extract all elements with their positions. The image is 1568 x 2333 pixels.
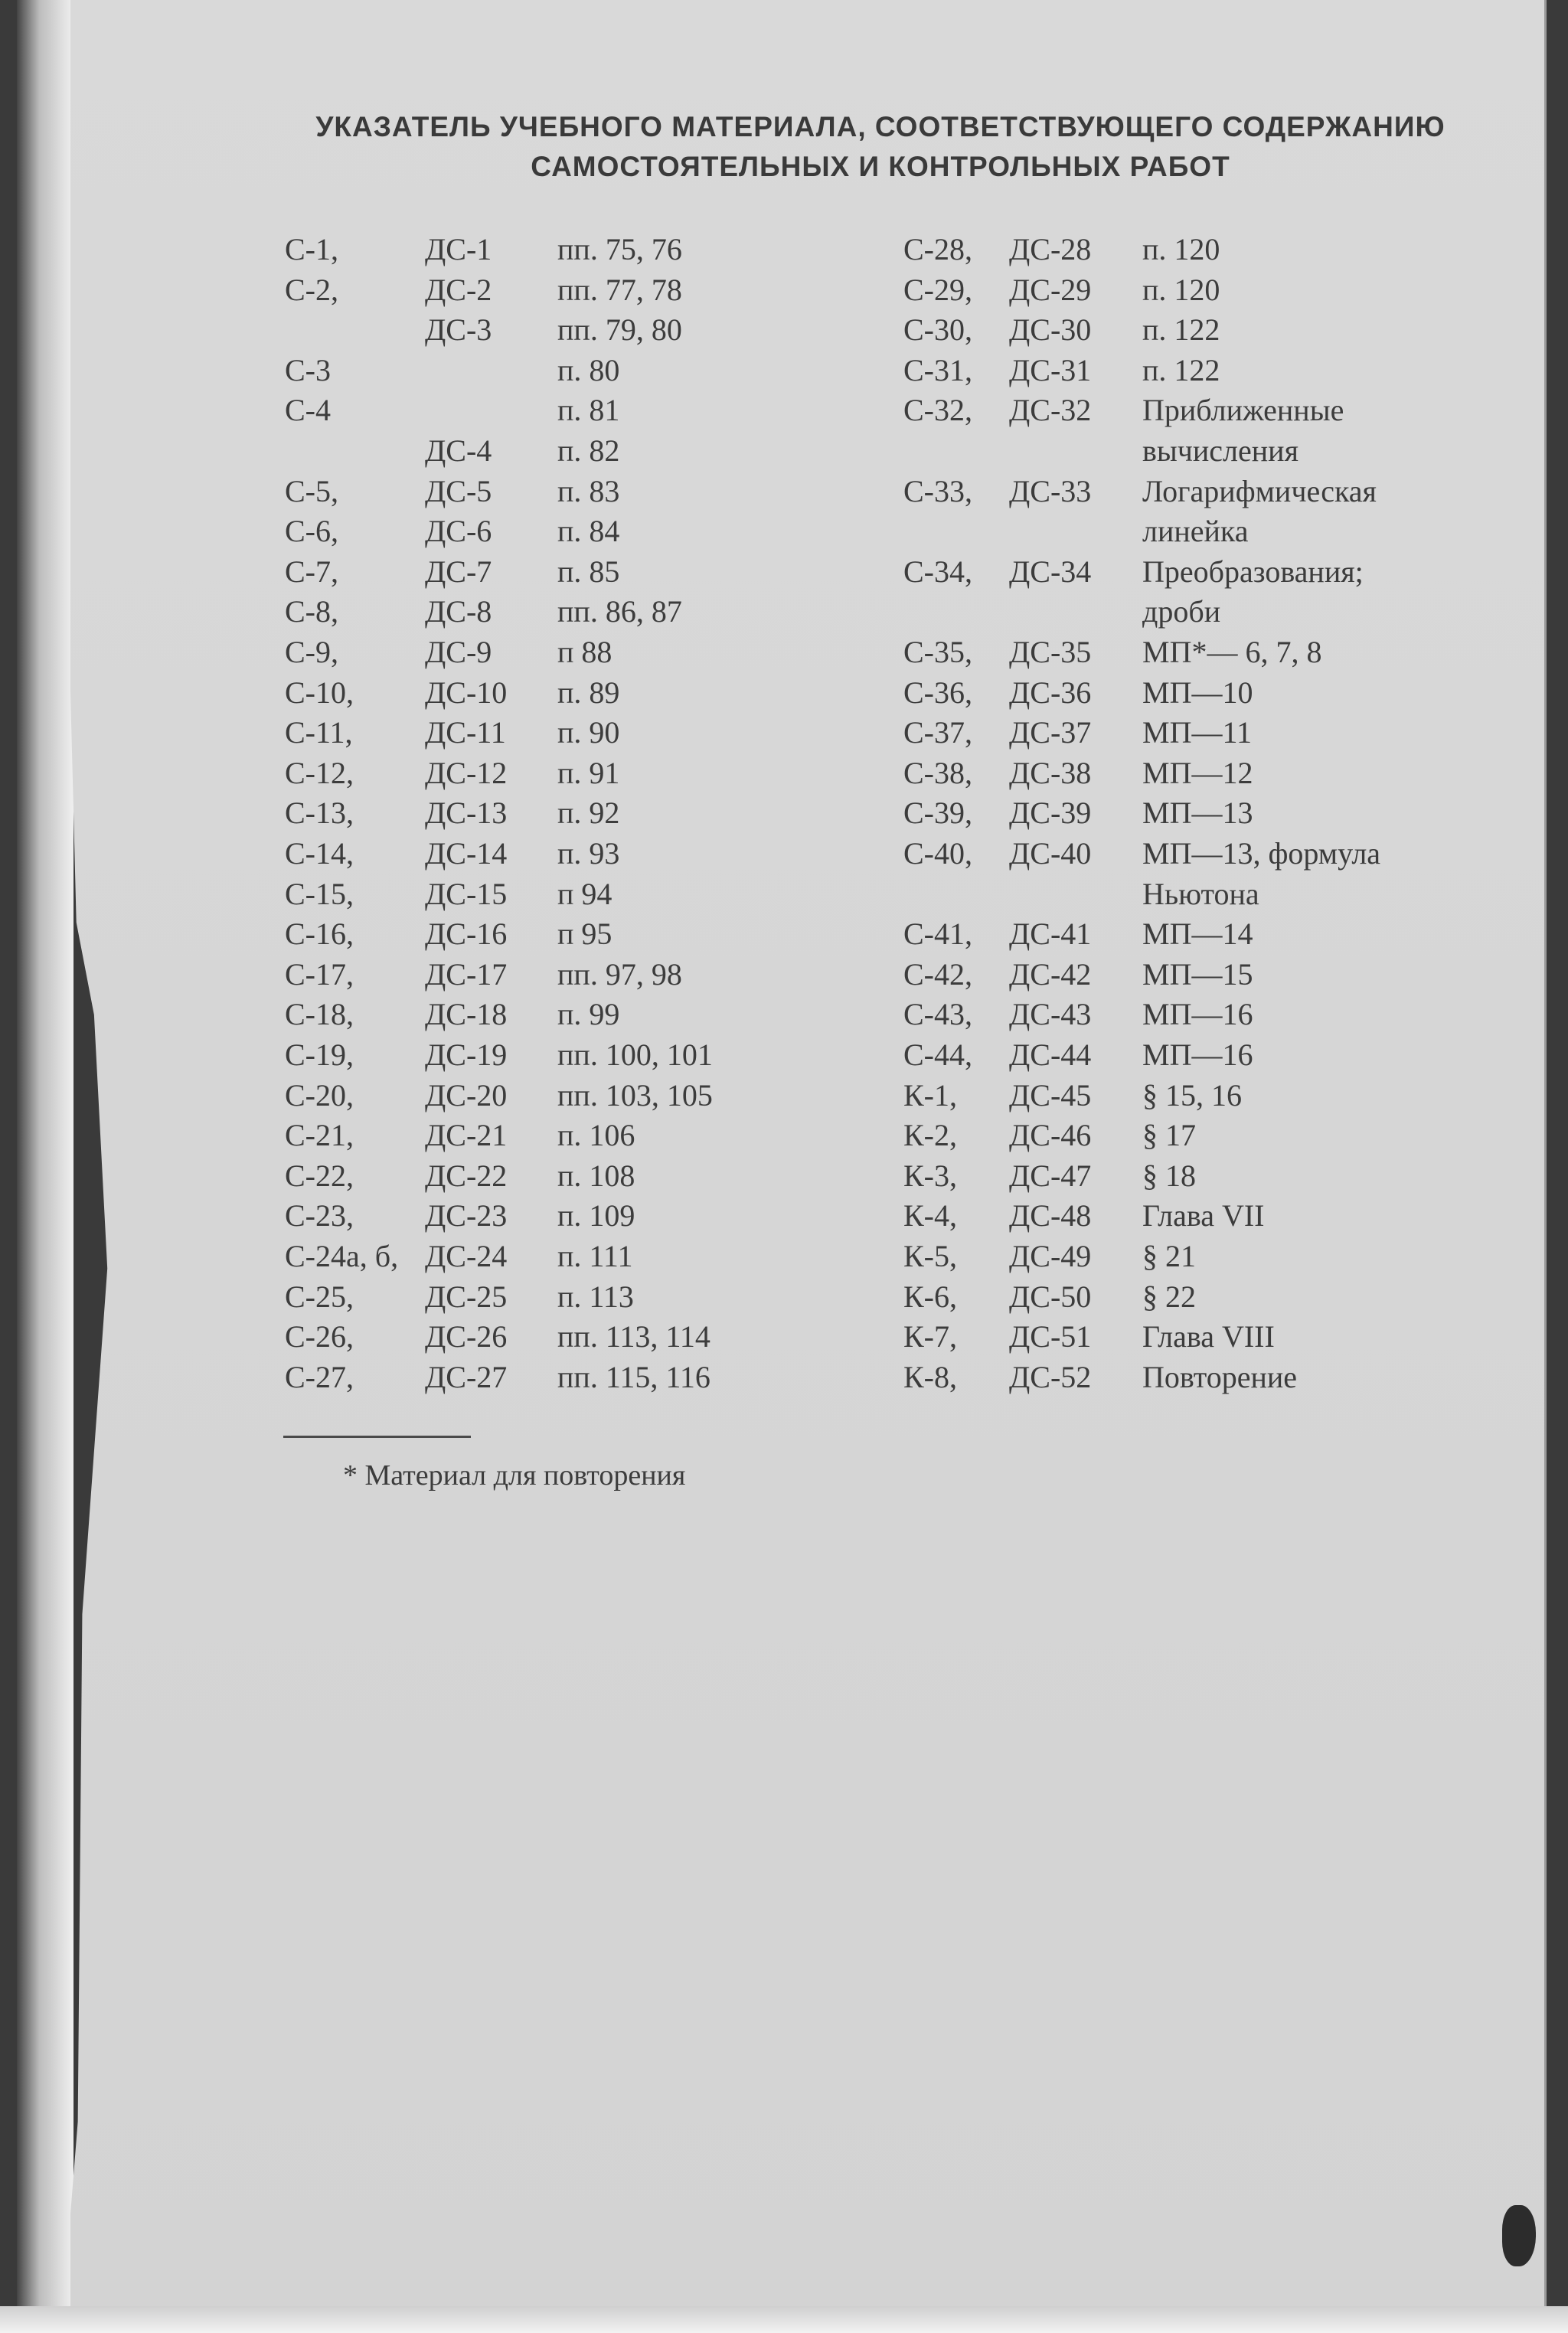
work-code: С-35, xyxy=(903,635,972,669)
ds-code: ДС-15 xyxy=(425,876,508,911)
reference: пп. 77, 78 xyxy=(557,272,682,307)
ds-code: ДС-35 xyxy=(1009,635,1092,669)
reference: п. 90 xyxy=(557,715,620,750)
work-code: С-24а, б, xyxy=(285,1239,399,1273)
work-code: С-1, xyxy=(285,232,338,266)
page-title-line-1: УКАЗАТЕЛЬ УЧЕБНОГО МАТЕРИАЛА, СООТВЕТСТВУЮЩЕГО СОДЕРЖАНИЮ xyxy=(315,111,1446,142)
reference: п. 108 xyxy=(557,1158,635,1193)
reference: пп. 100, 101 xyxy=(557,1037,713,1072)
work-code: К-1, xyxy=(903,1077,957,1113)
reference: МП—12 xyxy=(1142,755,1253,790)
ds-code: ДС-51 xyxy=(1009,1319,1092,1354)
work-code: К-7, xyxy=(903,1319,957,1354)
work-code: С-27, xyxy=(285,1359,354,1394)
reference: п. 122 xyxy=(1142,352,1220,387)
work-code: С-42, xyxy=(903,956,972,992)
reference: МП*— 6, 7, 8 xyxy=(1142,635,1322,669)
ds-code: ДС-6 xyxy=(425,514,492,549)
reference: п. 89 xyxy=(557,675,620,710)
ds-code: ДС-8 xyxy=(425,594,492,629)
work-code: С-7, xyxy=(285,554,338,589)
reference: § 17 xyxy=(1142,1118,1196,1153)
reference: § 21 xyxy=(1142,1239,1196,1273)
ds-code: ДС-7 xyxy=(425,554,492,589)
ds-code: ДС-30 xyxy=(1009,312,1092,348)
reference: МП—13 xyxy=(1142,796,1253,831)
ds-code: ДС-16 xyxy=(425,917,508,952)
ds-code: ДС-48 xyxy=(1009,1198,1092,1233)
work-code: С-21, xyxy=(285,1118,354,1153)
footnote: * Материал для повторения xyxy=(343,1459,686,1492)
ds-code: ДС-4 xyxy=(425,433,492,468)
reference: линейка xyxy=(1142,514,1249,549)
reference: п. 99 xyxy=(557,997,620,1032)
work-code: С-5, xyxy=(285,473,338,508)
work-code: С-22, xyxy=(285,1158,354,1193)
ds-code: ДС-14 xyxy=(425,836,508,871)
ds-code: ДС-40 xyxy=(1009,836,1092,871)
ds-code: ДС-19 xyxy=(425,1037,508,1072)
ds-code: ДС-17 xyxy=(425,956,508,992)
work-code: С-10, xyxy=(285,675,354,710)
ds-code: ДС-31 xyxy=(1009,352,1092,387)
reference: § 22 xyxy=(1142,1279,1196,1314)
footnote-rule xyxy=(283,1436,471,1438)
ds-code: ДС-20 xyxy=(425,1077,508,1113)
reference: Глава VII xyxy=(1142,1198,1265,1233)
reference: вычисления xyxy=(1142,433,1298,468)
ds-code: ДС-52 xyxy=(1009,1359,1092,1394)
work-code: С-16, xyxy=(285,917,354,952)
ds-code: ДС-9 xyxy=(425,635,492,669)
work-code: С-37, xyxy=(903,715,972,750)
ds-code: ДС-47 xyxy=(1009,1158,1092,1193)
reference: п. 111 xyxy=(557,1239,633,1273)
ds-code: ДС-22 xyxy=(425,1158,508,1193)
ds-code: ДС-38 xyxy=(1009,755,1092,790)
reference: Приближенные xyxy=(1142,393,1344,428)
work-code: С-30, xyxy=(903,312,972,348)
reference: МП—14 xyxy=(1142,917,1253,952)
reference: Повторение xyxy=(1142,1359,1298,1394)
work-code: С-44, xyxy=(903,1037,972,1072)
work-code: К-8, xyxy=(903,1359,957,1394)
ds-code: ДС-25 xyxy=(425,1279,508,1314)
ds-code: ДС-18 xyxy=(425,997,508,1032)
reference: § 15, 16 xyxy=(1142,1077,1242,1113)
ds-code: ДС-10 xyxy=(425,675,508,710)
reference: п. 113 xyxy=(557,1279,634,1314)
ds-code: ДС-50 xyxy=(1009,1279,1092,1314)
reference: п. 120 xyxy=(1142,232,1220,266)
ds-code: ДС-37 xyxy=(1009,715,1092,750)
ink-smudge xyxy=(1502,2205,1536,2266)
work-code: С-17, xyxy=(285,956,354,992)
ds-code: ДС-46 xyxy=(1009,1118,1092,1153)
ds-code: ДС-1 xyxy=(425,232,492,266)
ds-code: ДС-2 xyxy=(425,272,492,307)
reference: МП—10 xyxy=(1142,675,1253,710)
ds-code: ДС-12 xyxy=(425,755,508,790)
reference: МП—11 xyxy=(1142,715,1252,750)
ds-code: ДС-23 xyxy=(425,1198,508,1233)
reference: п. 84 xyxy=(557,514,620,549)
reference: § 18 xyxy=(1142,1158,1196,1193)
ds-code: ДС-24 xyxy=(425,1239,508,1273)
ds-code: ДС-43 xyxy=(1009,997,1092,1032)
work-code: С-11, xyxy=(285,715,353,750)
work-code: С-39, xyxy=(903,796,972,831)
reference: п 94 xyxy=(557,876,612,911)
ds-code: ДС-36 xyxy=(1009,675,1092,710)
ds-code: ДС-26 xyxy=(425,1319,508,1354)
reference: п. 92 xyxy=(557,796,620,831)
ds-code: ДС-32 xyxy=(1009,393,1092,428)
work-code: С-25, xyxy=(285,1279,354,1314)
work-code: К-2, xyxy=(903,1118,957,1153)
ds-code: ДС-45 xyxy=(1009,1077,1092,1113)
bottom-margin xyxy=(0,2306,1568,2333)
work-code: К-3, xyxy=(903,1158,957,1193)
reference: п. 83 xyxy=(557,473,620,508)
reference: пп. 86, 87 xyxy=(557,594,682,629)
reference: МП—15 xyxy=(1142,956,1253,992)
reference: Ньютона xyxy=(1142,876,1259,911)
work-code: С-31, xyxy=(903,352,972,387)
reference: п. 81 xyxy=(557,393,620,428)
work-code: С-38, xyxy=(903,755,972,790)
binding-edge xyxy=(17,0,74,2333)
reference: п. 109 xyxy=(557,1198,635,1233)
work-code: С-32, xyxy=(903,393,972,428)
reference: п 95 xyxy=(557,917,612,952)
work-code: С-23, xyxy=(285,1198,354,1233)
reference: дроби xyxy=(1142,594,1221,629)
work-code: С-14, xyxy=(285,836,354,871)
work-code: С-19, xyxy=(285,1037,354,1072)
ds-code: ДС-33 xyxy=(1009,473,1092,508)
reference: МП—13, формула xyxy=(1142,836,1381,871)
work-code: С-40, xyxy=(903,836,972,871)
reference: п. 91 xyxy=(557,755,620,790)
ds-code: ДС-49 xyxy=(1009,1239,1092,1273)
work-code: К-5, xyxy=(903,1239,957,1273)
ds-code: ДС-11 xyxy=(425,715,506,750)
work-code: С-4 xyxy=(285,393,331,428)
reference: п. 85 xyxy=(557,554,620,589)
ds-code: ДС-34 xyxy=(1009,554,1092,589)
ds-code: ДС-42 xyxy=(1009,956,1092,992)
work-code: С-26, xyxy=(285,1319,354,1354)
ds-code: ДС-21 xyxy=(425,1118,508,1153)
reference: пп. 97, 98 xyxy=(557,956,682,992)
reference: Преобразования; xyxy=(1142,554,1364,589)
reference: п. 120 xyxy=(1142,272,1220,307)
reference: п. 82 xyxy=(557,433,620,468)
reference: Логарифмическая xyxy=(1142,473,1377,508)
work-code: С-8, xyxy=(285,594,338,629)
reference: пп. 113, 114 xyxy=(557,1319,710,1354)
reference: п 88 xyxy=(557,635,612,669)
reference: пп. 115, 116 xyxy=(557,1359,710,1394)
work-code: С-12, xyxy=(285,755,354,790)
reference: пп. 75, 76 xyxy=(557,232,682,266)
page-title-line-2: САМОСТОЯТЕЛЬНЫХ И КОНТРОЛЬНЫХ РАБОТ xyxy=(531,151,1230,182)
ds-code: ДС-27 xyxy=(425,1359,508,1394)
reference: МП—16 xyxy=(1142,997,1253,1032)
reference: пп. 103, 105 xyxy=(557,1077,713,1113)
ds-code: ДС-41 xyxy=(1009,917,1092,952)
ds-code: ДС-5 xyxy=(425,473,492,508)
work-code: С-28, xyxy=(903,232,972,266)
reference: МП—16 xyxy=(1142,1037,1253,1072)
ds-code: ДС-28 xyxy=(1009,232,1092,266)
work-code: С-15, xyxy=(285,876,354,911)
reference: п. 122 xyxy=(1142,312,1220,348)
work-code: С-13, xyxy=(285,796,354,831)
work-code: С-34, xyxy=(903,554,972,589)
ds-code: ДС-3 xyxy=(425,312,492,348)
work-code: С-43, xyxy=(903,997,972,1032)
reference: Глава VIII xyxy=(1142,1319,1275,1354)
work-code: К-6, xyxy=(903,1279,957,1314)
work-code: С-36, xyxy=(903,675,972,710)
work-code: С-9, xyxy=(285,635,338,669)
reference: п. 106 xyxy=(557,1118,635,1153)
work-code: С-3 xyxy=(285,352,331,387)
ds-code: ДС-13 xyxy=(425,796,508,831)
ds-code: ДС-44 xyxy=(1009,1037,1092,1072)
work-code: К-4, xyxy=(903,1198,957,1233)
work-code: С-18, xyxy=(285,997,354,1032)
reference: п. 80 xyxy=(557,352,620,387)
reference: п. 93 xyxy=(557,836,620,871)
work-code: С-6, xyxy=(285,514,338,549)
work-code: С-41, xyxy=(903,917,972,952)
work-code: С-29, xyxy=(903,272,972,307)
work-code: С-2, xyxy=(285,272,338,307)
work-code: С-33, xyxy=(903,473,972,508)
ds-code: ДС-29 xyxy=(1009,272,1092,307)
work-code: С-20, xyxy=(285,1077,354,1113)
reference: пп. 79, 80 xyxy=(557,312,682,348)
ds-code: ДС-39 xyxy=(1009,796,1092,831)
